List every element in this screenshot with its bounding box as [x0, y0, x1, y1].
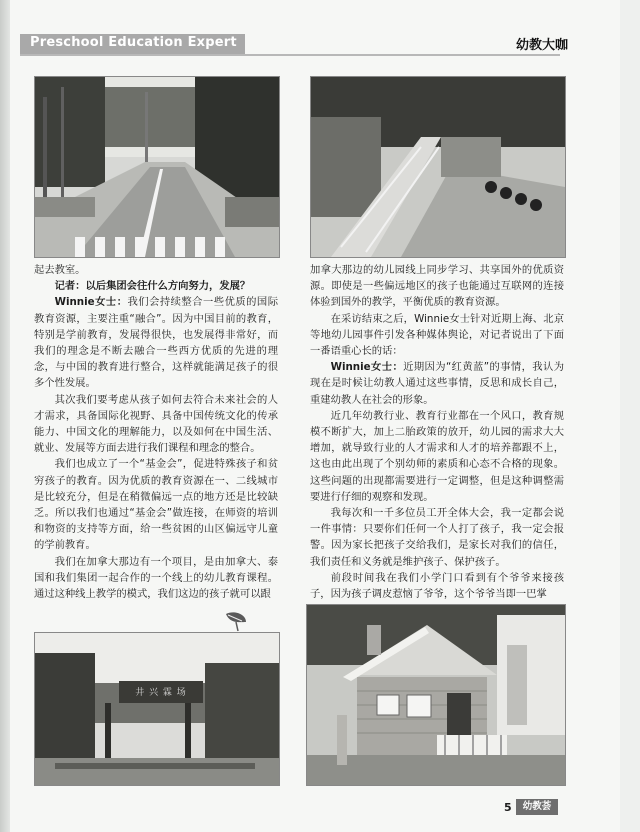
paragraph: 起去教室。 — [34, 264, 86, 276]
page-number: 5 — [504, 801, 512, 814]
paragraph: 我们在加拿大那边有一个项目，是由加拿大、泰国和我们集团一起合作的一个线上的幼儿教育课程。通过这种线上教学的模式，我们这边的孩子就可以跟 — [34, 555, 278, 601]
header-left-title: Preschool Education Expert — [30, 35, 237, 50]
magazine-name-badge: 幼教荟 — [516, 799, 558, 815]
paragraph: 其次我们要考虑从孩子如何去符合未来社会的人才需求，具备国际化视野、具备中国传统文化的传承能力、中国文化的理解能力，以及如何在中国生活、就业、发展等方面去进行我们课程和理念的整合。 — [34, 393, 278, 455]
speaker-label: Winnie女士： — [54, 296, 128, 309]
garden-gate-photo — [34, 632, 280, 786]
paragraph: 近几年幼教行业、教育行业都在一个风口，教育规模不断扩大，加上二胎政策的放开，幼儿园的需求大大增加，就导致行业的人才需求和人才的培养都跟不上，这也由此出现了个别幼师的素质和心态不合格的现象。这些问题的出现都需要进行一定调整，但是这种调整需要进行仔细的观察和发现。 — [310, 409, 564, 503]
campus-road-photo — [34, 76, 280, 258]
right-text-column — [310, 262, 564, 602]
paragraph — [310, 359, 564, 408]
gate-sign-text: 井 兴 霖 场 — [135, 688, 187, 698]
paragraph: 前段时间我在我们小学门口看到有个爷爷来接孩子，因为孩子调皮惹恼了爷爷，这个爷爷当即一巴掌 — [310, 571, 564, 601]
paragraph: 加拿大那边的幼儿园线上同步学习、共享国外的优质资源。即使是一些偏远地区的孩子也能通过互联网的连接体验到国外的教学，平衡优质的教育资源。 — [310, 264, 564, 309]
reporter-question: 记者：以后集团会往什么方向努力，发展？ — [54, 280, 251, 293]
paragraph-body: 我们会持续整合一些优质的国际教育资源，主要注重“融合”。因为中国目前的教育，特别是学前教育，发展得很快，也发展得非常好，而我们的理念是不断去融合一些西方优质的先进的理念，与中国的教育进行整合，这样就能满足孩子的很多个性发展。 — [34, 296, 279, 390]
playground-stairs-photo — [310, 76, 566, 258]
left-text-column — [34, 262, 278, 602]
paragraph — [34, 294, 278, 391]
header-rule — [20, 54, 560, 56]
header-right-title: 幼教大咖 — [515, 38, 568, 53]
speaker-label: Winnie女士： — [330, 361, 404, 374]
paragraph: 我每次和一千多位员工开全体大会，我一定都会说一件事情：只要你们任何一个人打了孩子，我一定会报警。因为家长把孩子交给我们，是家长对我们的信任，我们责任和义务就是维护孩子、保护孩子。 — [310, 507, 564, 568]
wooden-playhouse-photo — [306, 604, 566, 786]
paragraph: 我们也成立了一个“基金会”，促进特殊孩子和贫穷孩子的教育。因为优质的教育资源在一、二线城市是比较充分，但是在稍微偏远一点的地方还是比较缺乏。所以我们也通过“基金会”做连接，在师资的培训和物资的支持等方面，给一些贫困的山区偏远守儿童的学前教育。 — [34, 458, 278, 552]
paragraph: 在采访结束之后，Winnie女士针对近期上海、北京等地幼儿园事件引发各种媒体舆论，对记者说出了下面一番语重心长的话： — [310, 312, 564, 358]
paragraph-body: 近期因为“红黄蓝”的事情，我认为现在是时候让幼教人通过这些事情，反思和成长自己，重建幼教人在社会的形象。 — [310, 361, 565, 406]
